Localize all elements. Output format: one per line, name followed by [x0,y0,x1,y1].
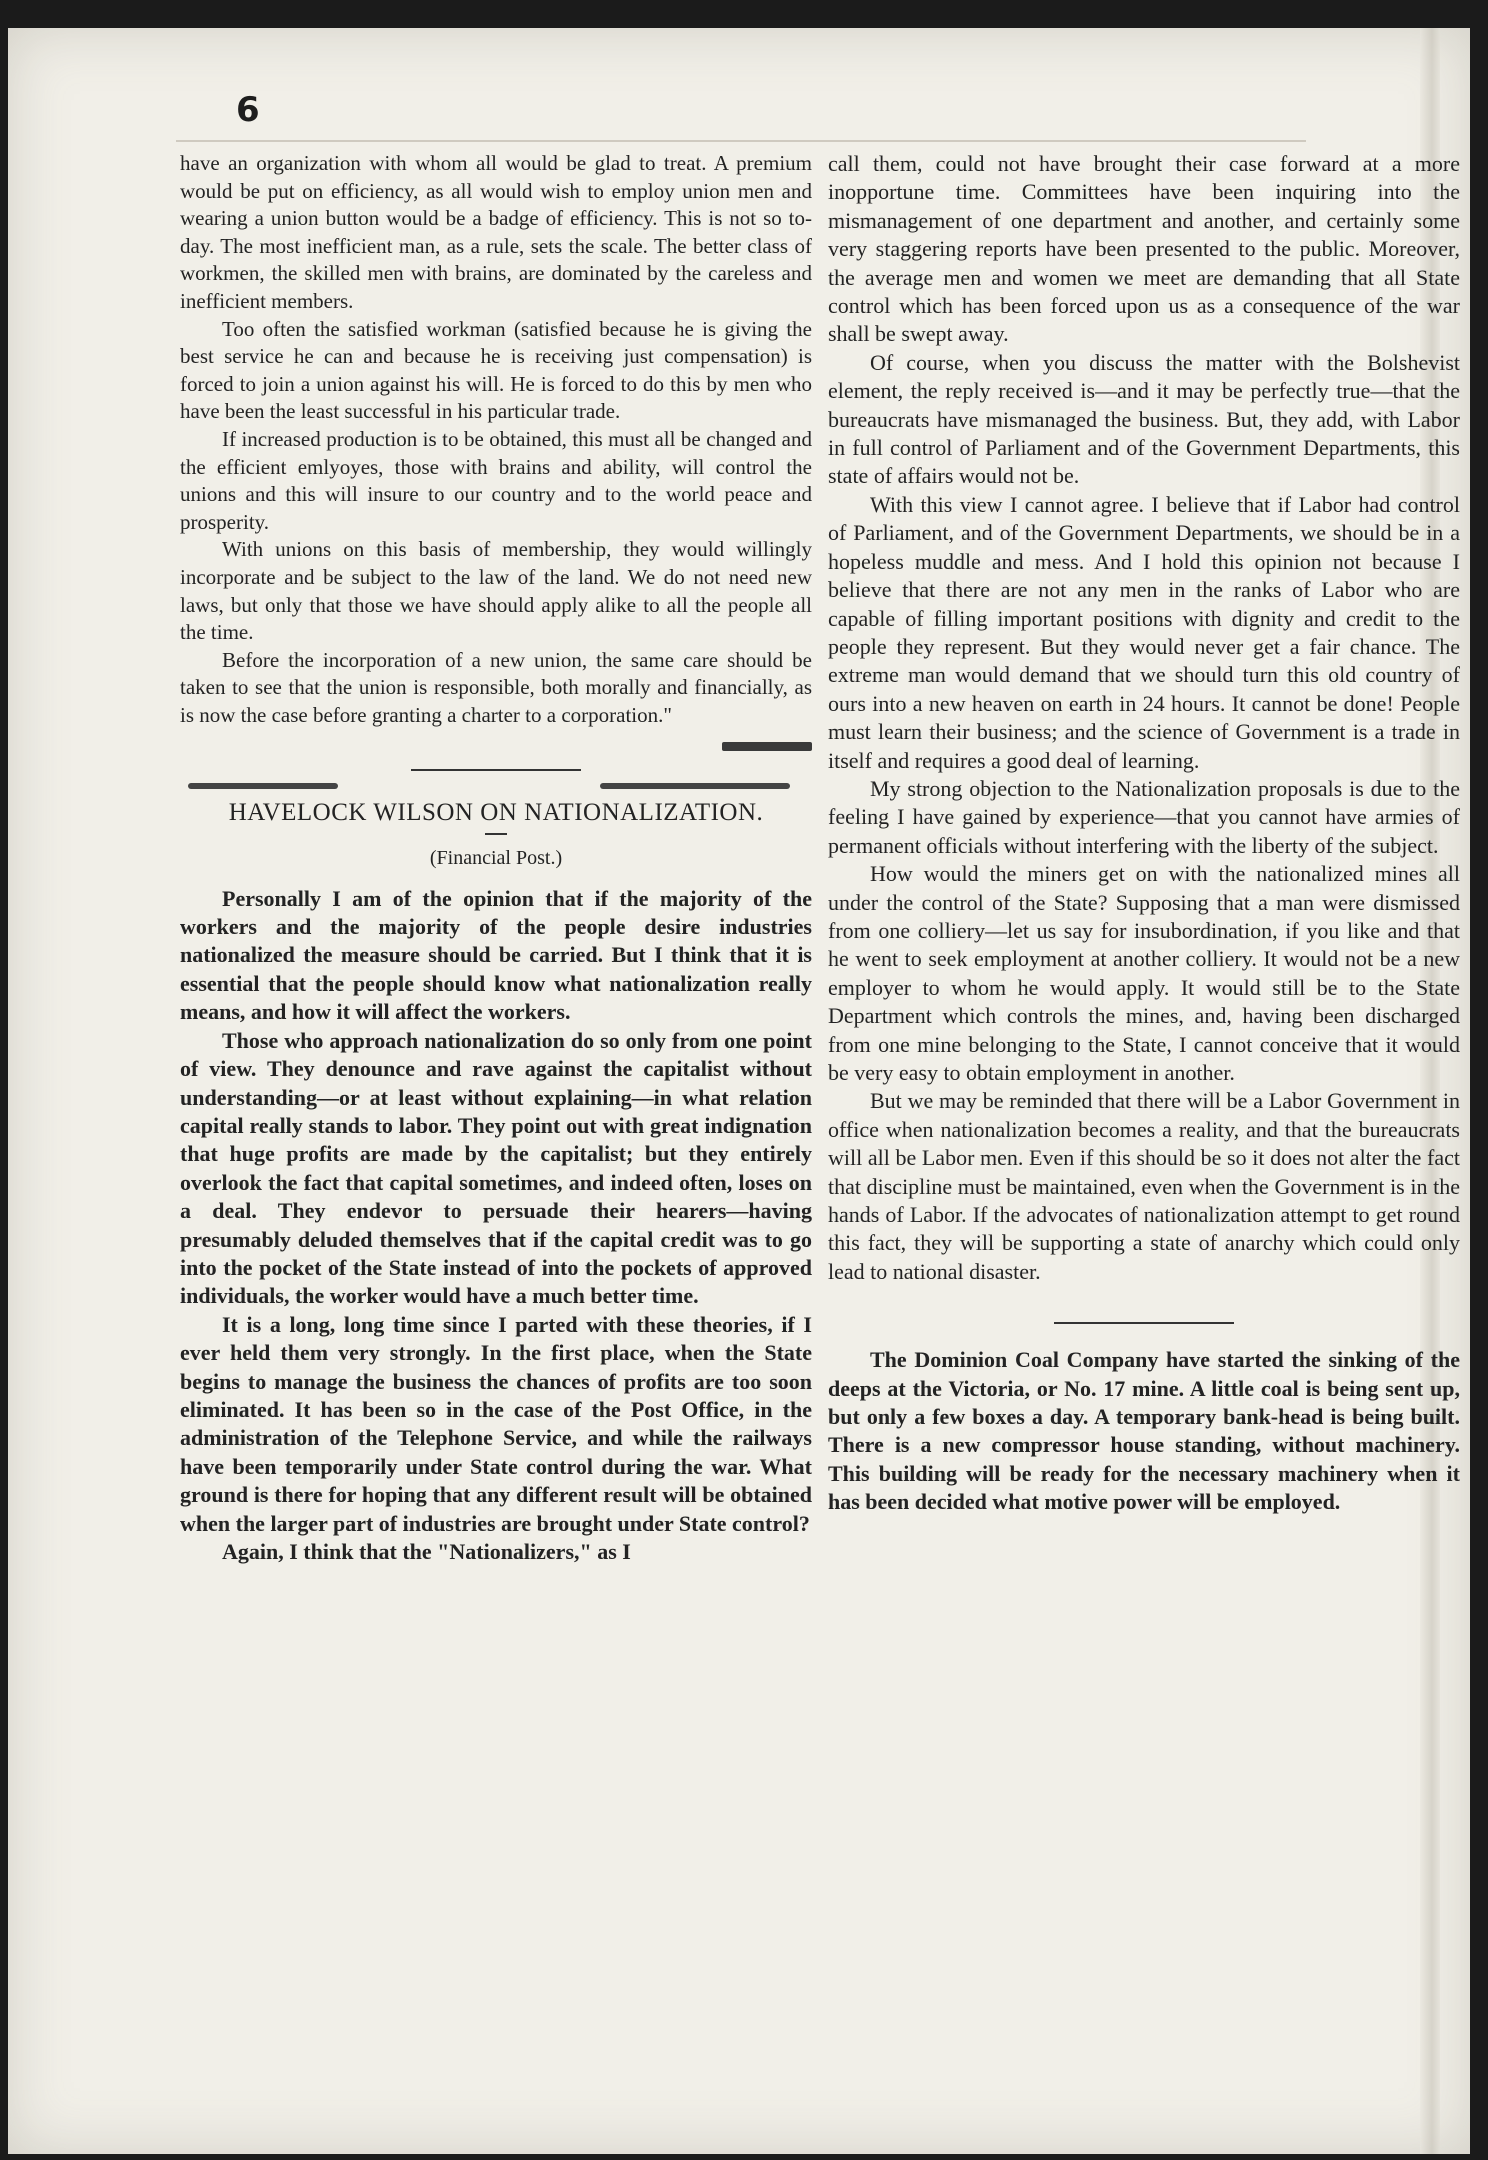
end-mark [180,731,812,743]
page-number: 6 [236,90,260,130]
news-item: The Dominion Coal Company have started the sinking of the deeps at the Victoria, or No. 17 mine. A little coal is being sent up, but only a few boxes a day. A temporary bank-head is being built. There is a new compressor house standing, without machinery. This building will be ready for the necessary machinery when it has been decided what motive power will be employed. [828,1347,1460,1515]
section-divider [411,769,581,771]
paragraph: Too often the satisfied workman (satisfied because he is giving the best service he can and because he is receiving just compensation) is forced to join a union against his will. He is forced to do this by men who have been the least successful in his particular trade. [180,316,812,424]
paragraph: But we may be reminded that there will be a Labor Government in office when nationalization becomes a reality, and that the bureaucrats will all be Labor men. Even if this should be so it does not alter the fact that discipline must be maintained, even when the Government is in the hands of Labor. If the advocates of nationalization attempt to get round this fact, they will be supporting a state of anarchy which could only lead to national disaster. [828,1088,1460,1284]
paragraph: call them, could not have brought their case forward at a more inopportune time. Committees have been inquiring into the mismanagement of one department and another, and certainly some very staggering reports have been presented to the public. Moreover, the average men and women we meet are demanding that all State control which has been forced upon us as a consequence of the war shall be swept away. [828,151,1460,347]
article-headline: HAVELOCK WILSON ON NATIONALIZATION. [228,799,764,827]
paragraph: Before the incorporation of a new union, the same care should be taken to see that the union is responsible, both morally and financially, as is now the case before granting a charter to a corporation." [180,647,812,727]
paragraph: How would the miners get on with the nationalized mines all under the control of the State? Supposing that a man were dismissed from one colliery—let us say for insubordination, if you like and that he went to seek employment at another colliery. It would not be a new employer to whom he would apply. It would still be to the State Department which controls the mines, and, having been discharged from one mine belonging to the State, I cannot conceive that it would be very easy to obtain employment in another. [828,861,1460,1085]
paragraph: With this view I cannot agree. I believe that if Labor had control of Parliament, and of the Government Departments, we should be in a hopeless muddle and mess. And I hold this opinion not because I believe that there are not any men in the ranks of Labor who are capable of filling important positions with dignity and credit to the people they represent. But they would never get a fair chance. The extreme man would demand that we should turn this old country of ours into a new heaven on earth in 24 hours. It cannot be done! People must learn their business; and the science of Government is a trade in itself and requires a good deal of learning. [828,491,1460,773]
paragraph: It is a long, long time since I parted with these theories, if I ever held them very strongly. In the first place, when the State begins to manage the business the chances of profits are too soon eliminated. It has been so in the case of the Post Office, in the administration of the Telephone Service, and while the railways have been temporarily under State control during the war. What ground is there for hoping that any different result will be obtained when the larger part of industries are brought under State control? [180,1311,812,1536]
article-body [180,885,812,1567]
section-divider [1054,1322,1234,1324]
paragraph: Those who approach nationalization do so only from one point of view. They denounce and rave against the capitalist without understanding—or at least without explaining—in what relation capital really stands to labor. They point out with great indignation that huge profits are made by the capitalist; but they entirely overlook the fact that capital sometimes, and indeed often, loses on a deal. They endevor to persuade their hearers—having presumably deluded themselves that if the capital credit was to go into the pocket of the State instead of into the pockets of approved individuals, the worker would have a much better time. [180,1027,812,1309]
headline-dash [485,833,507,835]
paragraph: Of course, when you discuss the matter with the Bolshevist element, the reply received is—and it may be perfectly true—that the bureaucrats have mismanaged the business. But, they add, with Labor in full control of Parliament and of the Government Departments, this state of affairs would not be. [828,349,1460,489]
ink-smudge [180,781,812,793]
paragraph: Personally I am of the opinion that if the majority of the workers and the majority of the people desire industries nationalized the measure should be carried. But I think that it is essential that the people should know what nationalization really means, and how it will affect the workers. [180,885,812,1025]
paragraph: If increased production is to be obtained, this must all be changed and the efficient emlyoyes, those with brains and ability, will control the unions and this will insure to our country and to the world peace and prosperity. [180,426,812,534]
header-rule [176,140,1306,142]
paragraph: have an organization with whom all would be glad to treat. A premium would be put on efficiency, as all would wish to employ union men and wearing a union button would be a badge of efficiency. This is not so to-day. The most inefficient man, as a rule, sets the scale. The better class of workmen, the skilled men with brains, are dominated by the careless and inefficient members. [180,151,812,313]
right-column [828,150,1460,1517]
paragraph: My strong objection to the Nationalization proposals is due to the feeling I have gained by experience—that you cannot have armies of permanent officials without interfering with the liberty of the subject. [828,775,1460,858]
left-column [180,150,812,1566]
paragraph: With unions on this basis of membership, they would willingly incorporate and be subject to the law of the land. We do not need new laws, but only that those we have should apply alike to all the people all the time. [180,537,812,645]
paragraph: Again, I think that the "Nationalizers," as I [222,1539,631,1564]
article-source: (Financial Post.) [429,847,563,870]
